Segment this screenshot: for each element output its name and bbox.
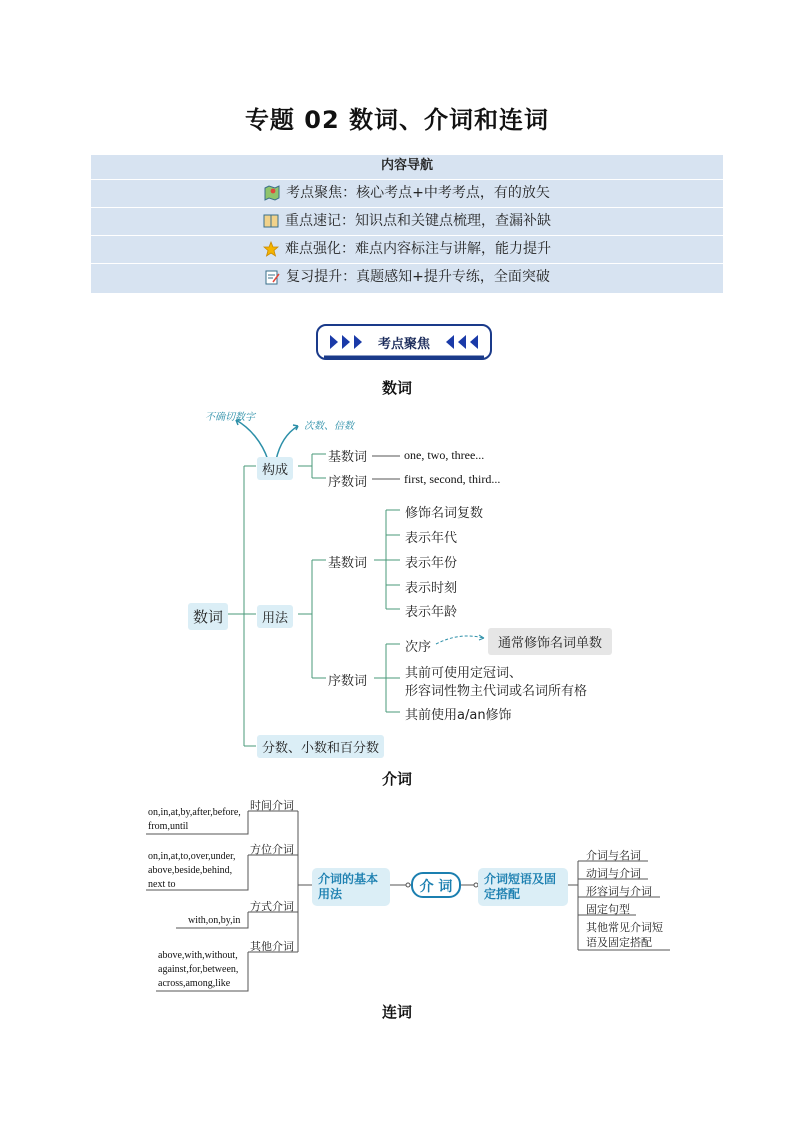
ordinal-item: 次序 xyxy=(405,640,432,655)
center-prepositions: 介 词 xyxy=(419,879,453,895)
nav-item-notes[interactable]: 重点速记：知识点和关键点梳理，查漏补缺 xyxy=(91,208,723,234)
page-title: 专题 02 数词、介词和连词 xyxy=(244,106,550,134)
group-location-examples: on,in,at,to,over,under, above,beside,behind, next to xyxy=(148,851,236,890)
cardinal-examples: one, two, three... xyxy=(404,448,485,462)
nav-item-focus[interactable]: 考点聚焦：核心考点+中考考点，有的放矢 xyxy=(91,180,723,206)
right-item: 形容词与介词 xyxy=(586,885,652,898)
node-composition: 构成 xyxy=(257,457,293,480)
numerals-heading: 数词 xyxy=(381,379,412,397)
right-item: 其他常见介词短 xyxy=(586,921,663,934)
root-numerals: 数词 xyxy=(188,603,228,630)
nav-heading: 内容导航 xyxy=(380,158,433,173)
node-basic-usage: 介词的基本用法 xyxy=(312,868,390,906)
group-manner-examples: with,on,by,in xyxy=(188,915,241,926)
group-time-label: 时间介词 xyxy=(250,799,294,812)
right-item: 动词与介词 xyxy=(586,867,641,880)
ordinal-examples: first, second, third... xyxy=(404,472,501,486)
node-composition-ordinal: 序数词 xyxy=(328,475,368,490)
note-times-multiples: 次数、倍数 xyxy=(304,421,354,432)
cardinal-item: 表示时刻 xyxy=(405,581,458,596)
node-usage: 用法 xyxy=(257,605,293,628)
node-usage-ordinal: 序数词 xyxy=(328,674,368,689)
node-composition-cardinal: 基数词 xyxy=(328,450,368,465)
node-usage-cardinal: 基数词 xyxy=(328,556,368,571)
prepositions-heading: 介词 xyxy=(381,770,412,788)
ordinal-note: 通常修饰名词单数 xyxy=(488,628,612,655)
ordinal-item: 其前使用a/an修饰 xyxy=(405,708,512,723)
conjunctions-heading: 连词 xyxy=(381,1003,412,1021)
right-item: 固定句型 xyxy=(586,903,630,916)
cardinal-item: 表示年份 xyxy=(405,556,458,571)
note-inexact-number: 不确切数字 xyxy=(205,412,255,423)
cardinal-item: 表示年龄 xyxy=(405,605,458,620)
ordinal-item: 其前可使用定冠词、 xyxy=(405,666,523,681)
group-other-label: 其他介词 xyxy=(250,940,294,953)
cardinal-item: 修饰名词复数 xyxy=(405,506,484,521)
right-item: 介词与名词 xyxy=(586,849,641,862)
nav-item-review[interactable]: 复习提升：真题感知+提升专练，全面突破 xyxy=(91,264,723,290)
node-fractions: 分数、小数和百分数 xyxy=(257,735,384,758)
group-location-label: 方位介词 xyxy=(250,843,294,856)
cardinal-item: 表示年代 xyxy=(405,531,458,546)
node-phrases-collocations: 介词短语及固定搭配 xyxy=(478,868,568,906)
right-item: 语及固定搭配 xyxy=(586,936,652,949)
group-manner-label: 方式介词 xyxy=(250,900,294,913)
ordinal-item: 形容词性物主代词或名词所有格 xyxy=(405,684,588,699)
nav-item-difficulty[interactable]: 难点强化：难点内容标注与讲解，能力提升 xyxy=(91,236,723,262)
banner-label: 考点聚焦 xyxy=(377,337,430,352)
group-other-examples: above,with,without, against,for,between, across,among,like xyxy=(158,950,239,989)
group-time-examples: on,in,at,by,after,before, from,until xyxy=(148,807,241,832)
